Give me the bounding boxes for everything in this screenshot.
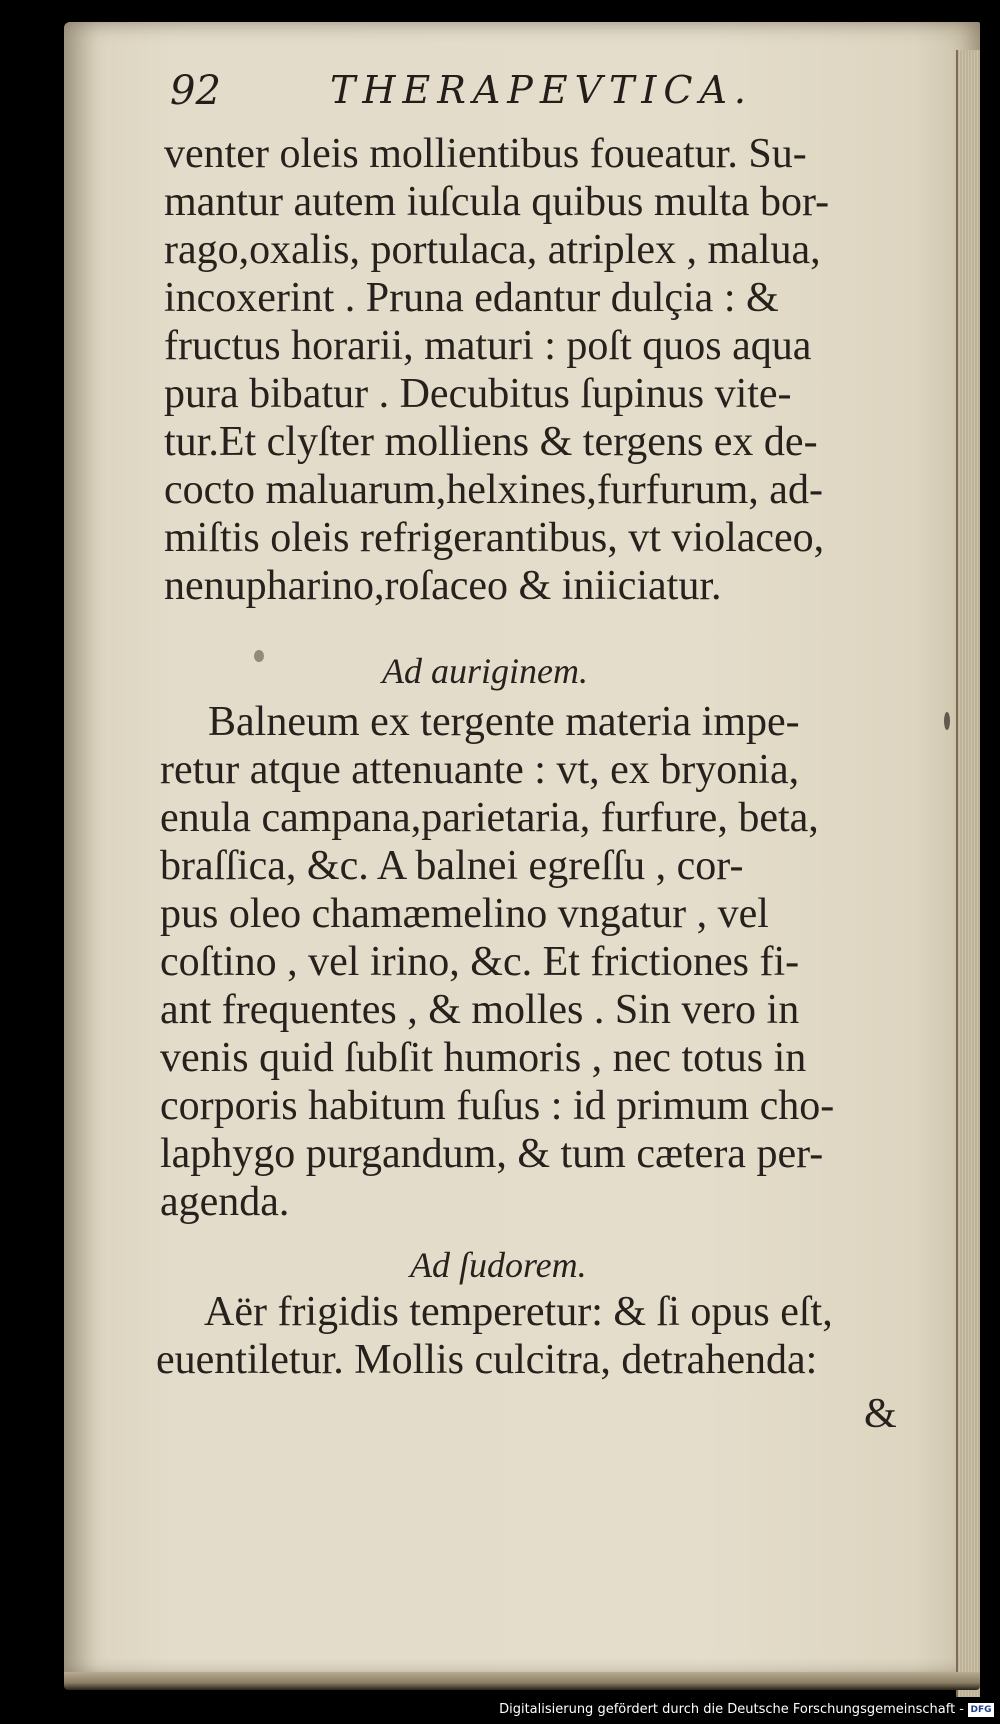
text-line: euentiletur. Mollis culcitra, detrahenda: — [156, 1337, 818, 1383]
dfg-logo: DFG — [968, 1703, 994, 1717]
text-line: tur.Et clyſter molliens & tergens ex de- — [164, 419, 818, 465]
text-line: braſſica, &c. A balnei egreſſu , cor- — [160, 843, 744, 889]
ink-spot — [254, 650, 264, 662]
section-heading: Ad auriginem. — [382, 651, 588, 691]
text-line: coſtino , vel irino, &c. Et frictiones fi- — [160, 939, 800, 985]
text-line: enula campana,parietaria, furfure, beta, — [160, 795, 819, 841]
text-line: Balneum ex tergente materia impe- — [208, 699, 800, 745]
text-line: Aër frigidis temperetur: & ſi opus eſt, — [204, 1289, 833, 1335]
text-line: retur atque attenuante : vt, ex bryonia, — [160, 747, 800, 793]
catchword: & — [864, 1391, 897, 1437]
ink-spot — [944, 712, 950, 730]
page-number: 92 — [170, 68, 221, 114]
text-line: agenda. — [160, 1179, 290, 1225]
text-line: nenupharino,roſaceo & iniiciatur. — [164, 563, 722, 609]
text-line: miſtis oleis refrigerantibus, vt violaceo, — [164, 515, 825, 561]
text-line: pus oleo chamæmelino vngatur , vel — [160, 891, 769, 937]
page-edge — [956, 50, 980, 1700]
text-line: mantur autem iuſcula quibus multa bor- — [164, 179, 830, 225]
text-line: venter oleis mollientibus foueatur. Su- — [164, 131, 807, 177]
text-line: cocto maluarum,helxines,furfurum, ad- — [164, 467, 823, 513]
text-line: pura bibatur . Decubitus ſupinus vite- — [164, 371, 792, 417]
text-line: fructus horarii, maturi : poſt quos aqua — [164, 323, 812, 369]
text-line: ant frequentes , & molles . Sin vero in — [160, 987, 800, 1033]
text-line: incoxerint . Pruna edantur dulçia : & — [164, 275, 779, 321]
book-page — [64, 22, 980, 1682]
funding-credit: Digitalisierung gefördert durch die Deutsche Forschungsgemeinschaft - — [499, 1702, 964, 1717]
section-heading: Ad ſudorem. — [410, 1245, 587, 1285]
running-head: THERAPEVTICA. — [330, 68, 753, 112]
page-header — [170, 68, 910, 118]
footer-bar — [0, 1697, 1000, 1724]
text-line: laphygo purgandum, & tum cætera per- — [160, 1131, 824, 1177]
text-line: venis quid ſubſit humoris , nec totus in — [160, 1035, 807, 1081]
text-line: rago,oxalis, portulaca, atriplex , malua, — [164, 227, 821, 273]
page-bottom-edge — [64, 1672, 980, 1690]
text-line: corporis habitum fuſus : id primum cho- — [160, 1083, 835, 1129]
